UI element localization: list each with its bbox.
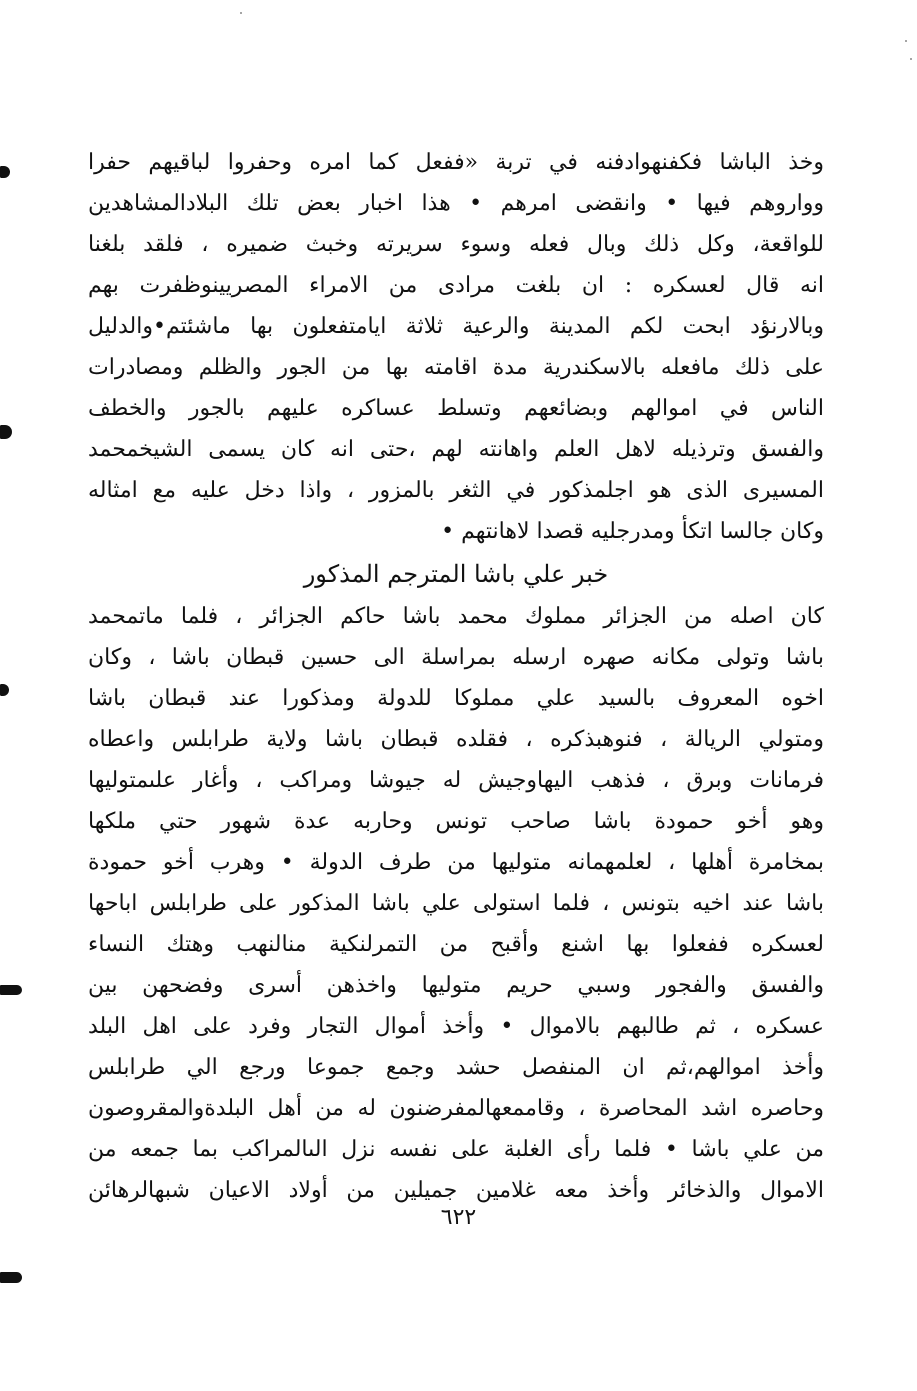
page-number: ٦٢٢ — [440, 1205, 477, 1230]
text-line: الاموال والذخائر وأخذ معه غلامين جميلين من أولاد الاعيان شبهالرهائن — [88, 1178, 824, 1203]
text-line: وأخذ اموالهم،ثم ان المنفصل حشد وجمع جموعا ورجع الي طرابلس — [88, 1055, 824, 1080]
binding-mark — [0, 985, 22, 995]
text-line: باشا عند اخيه بتونس ، فلما استولى علي باشا المذكور على طرابلس اباحها — [88, 891, 824, 916]
text-line: فرمانات وبرق ، فذهب اليهاوجيش له جيوشا ومراكب ، وأغار علىمتوليها — [88, 768, 824, 793]
text-line: انه قال لعسكره : ان بلغت مرادى من الامراء المصريينوظفرت بهم — [88, 273, 824, 298]
text-line: الناس في اموالهم وبضائعهم وتسلط عساكره عليهم بالجور والخطف — [88, 396, 824, 421]
scan-speck — [905, 40, 907, 42]
binding-mark — [0, 684, 9, 696]
section-heading: خبر علي باشا المترجم المذكور — [303, 560, 609, 588]
text-line: باشا وتولى مكانه صهره ارسله بمراسلة الى حسين قبطان باشا ، وكان — [88, 645, 824, 670]
binding-mark — [0, 1272, 22, 1283]
text-line: للواقعة، وكل ذلك وبال فعله وسوء سريرته وخبث ضميره ، فلقد بلغنا — [88, 232, 824, 257]
text-line: بمخامرة أهلها ، لعلمهمانه متوليها من طرف الدولة • وهرب أخو حمودة — [88, 850, 824, 875]
text-line: اخوه المعروف بالسيد علي مملوكا للدولة ومذكورا عند قبطان باشا — [88, 686, 824, 711]
text-line: كان اصله من الجزائر مملوك محمد باشا حاكم الجزائر ، فلما ماتمحمد — [88, 604, 824, 629]
text-line: المسيرى الذى هو اجلمذكور في الثغر بالمزور ، واذا دخل عليه مع امثاله — [88, 478, 824, 503]
text-line: وهو أخو حمودة باشا صاحب تونس وحاربه عدة شهور حتي ملكها — [88, 809, 824, 834]
scan-speck — [240, 12, 242, 14]
text-line: وواروهم فيها • وانقضى امرهم • هذا اخبار بعض تلك البلادالمشاهدين — [88, 191, 824, 216]
text-line: والفسق والفجور وسبي حريم متوليها واخذهن أسرى وفضحهن بين — [88, 973, 824, 998]
text-line: وحاصره اشد المحاصرة ، وقاممعهالمفرضنون له من أهل البلدةوالمقروصون — [88, 1096, 824, 1121]
text-line: والفسق وترذيله لاهل العلم واهانته لهم ،حتى انه كان يسمى الشيخمحمد — [88, 437, 824, 462]
text-line: على ذلك مافعله بالاسكندرية مدة اقامته بها من الجور والظلم ومصادرات — [88, 355, 824, 380]
text-line: ومتولي الريالة ، فنوهبذكره ، فقلده قبطان باشا ولاية طرابلس واعطاه — [88, 727, 824, 752]
body-text — [88, 142, 824, 1211]
binding-mark — [0, 425, 12, 439]
text-line: وبالارنؤد ابحت لكم المدينة والرعية ثلاثة ايامتفعلون بها ماشئتم•والدليل — [88, 314, 824, 339]
text-line: وخذ الباشا فكفنهوادفنه في تربة «ففعل كما امره وحفروا لباقيهم حفرا — [88, 150, 824, 175]
text-line: لعسكره ففعلوا بها اشنع وأقبح من التمرلنكية منالنهب وهتك النساء — [88, 932, 824, 957]
binding-mark — [0, 166, 10, 178]
text-line: وكان جالسا اتكأ ومدرجليه قصدا لاهانتهم • — [441, 519, 824, 544]
text-line: من علي باشا • فلما رأى الغلبة على نفسه نزل الىالمراكب بما جمعه من — [88, 1137, 824, 1162]
scan-speck — [910, 58, 912, 60]
text-line: عسكره ، ثم طالبهم بالاموال • وأخذ أموال التجار وفرد على اهل البلد — [88, 1014, 824, 1039]
